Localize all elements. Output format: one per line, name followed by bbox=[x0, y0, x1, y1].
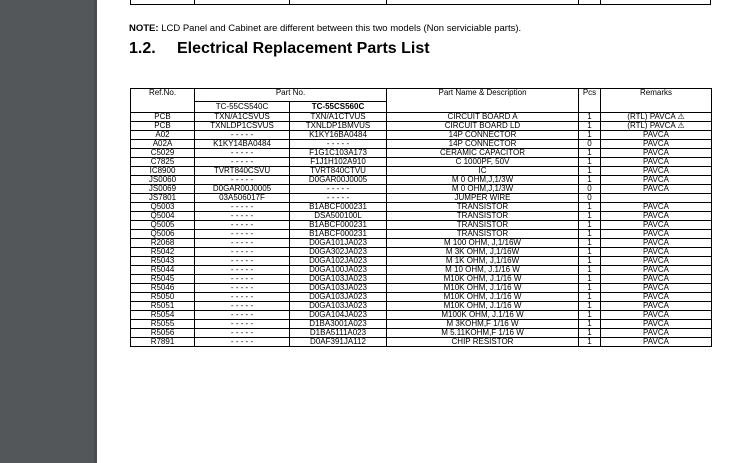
cell-remarks: PAVCA bbox=[601, 176, 712, 185]
cell-description: M 5.11KOHM,F 1/16 W bbox=[387, 329, 579, 338]
section-number: 1.2. bbox=[129, 40, 156, 57]
cell-pcs: 0 bbox=[579, 185, 601, 194]
cell-remarks: PAVCA bbox=[601, 302, 712, 311]
cell-part-model-b: D0GA103JA023 bbox=[290, 275, 387, 284]
cell-ref-no: R5044 bbox=[131, 266, 195, 275]
cell-description: M 100 OHM, J,1/16W bbox=[387, 239, 579, 248]
cell-remarks: PAVCA bbox=[601, 293, 712, 302]
cell-ref-no: JS0069 bbox=[131, 185, 195, 194]
note-text bbox=[129, 23, 521, 34]
cell-ref-no: Q5006 bbox=[131, 230, 195, 239]
cell-part-model-a: - - - - - bbox=[195, 230, 290, 239]
cell-description: TRANSISTOR bbox=[387, 230, 579, 239]
cell-ref-no: R5050 bbox=[131, 293, 195, 302]
header-model-b: TC-55CS560C bbox=[290, 101, 387, 112]
cell-part-model-b: D0GA104JA023 bbox=[290, 311, 387, 320]
cell-pcs: 1 bbox=[579, 203, 601, 212]
previous-table-fragment bbox=[130, 0, 711, 5]
cell-part-model-a: - - - - - bbox=[195, 311, 290, 320]
cell-description: CHIP RESISTOR bbox=[387, 338, 579, 347]
cell-remarks: PAVCA bbox=[601, 329, 712, 338]
cell-part-model-a: - - - - - bbox=[195, 257, 290, 266]
cell-ref-no: R5056 bbox=[131, 329, 195, 338]
table-row bbox=[131, 122, 712, 131]
cell-description: M 3K OHM, J,1/16W bbox=[387, 248, 579, 257]
cell-description: 14P CONNECTOR bbox=[387, 131, 579, 140]
table-row bbox=[131, 329, 712, 338]
header-model-a: TC-55CS540C bbox=[195, 101, 290, 112]
table-row bbox=[131, 284, 712, 293]
cell-ref-no: C7825 bbox=[131, 158, 195, 167]
cell-part-model-b: TXNLDP1BMVUS bbox=[290, 122, 387, 131]
cell-pcs: 1 bbox=[579, 167, 601, 176]
cell-part-model-b: - - - - - bbox=[290, 194, 387, 203]
cell-part-model-b: D0GA103JA023 bbox=[290, 302, 387, 311]
cell-remarks: PAVCA bbox=[601, 158, 712, 167]
table-row bbox=[131, 257, 712, 266]
cell-pcs: 1 bbox=[579, 293, 601, 302]
cell-pcs: 1 bbox=[579, 149, 601, 158]
table-row bbox=[131, 266, 712, 275]
section-heading bbox=[129, 40, 430, 58]
cell-remarks: PAVCA bbox=[601, 239, 712, 248]
table-row bbox=[131, 212, 712, 221]
cell-part-model-a: - - - - - bbox=[195, 293, 290, 302]
cell-remarks: PAVCA bbox=[601, 311, 712, 320]
cell-pcs: 1 bbox=[579, 320, 601, 329]
cell-part-model-a: D0GAR00J0005 bbox=[195, 185, 290, 194]
cell-part-model-a: - - - - - bbox=[195, 203, 290, 212]
cell-ref-no: R5043 bbox=[131, 257, 195, 266]
cell-pcs: 1 bbox=[579, 113, 601, 122]
cell-part-model-b: F1J1H102A910 bbox=[290, 158, 387, 167]
parts-table-body bbox=[131, 113, 712, 347]
cell-description: M100K OHM, J.1/16 W bbox=[387, 311, 579, 320]
cell-part-model-a: - - - - - bbox=[195, 275, 290, 284]
cell-pcs: 1 bbox=[579, 311, 601, 320]
cell-part-model-a: TXNLDP1CSVUS bbox=[195, 122, 290, 131]
cell-remarks: PAVCA bbox=[601, 131, 712, 140]
cell-part-model-b: D0GA100JA023 bbox=[290, 266, 387, 275]
cell-part-model-b: - - - - - bbox=[290, 185, 387, 194]
cell-ref-no: R5045 bbox=[131, 275, 195, 284]
cell-description: IC bbox=[387, 167, 579, 176]
cell-description: M10K OHM, J.1/16 W bbox=[387, 302, 579, 311]
cell-part-model-b: D1BA3001A023 bbox=[290, 320, 387, 329]
cell-remarks: PAVCA bbox=[601, 230, 712, 239]
cell-pcs: 1 bbox=[579, 230, 601, 239]
parts-table bbox=[130, 88, 712, 347]
cell-part-model-a: - - - - - bbox=[195, 248, 290, 257]
cell-part-model-b: TXN/A1CTVUS bbox=[290, 113, 387, 122]
table-row bbox=[131, 302, 712, 311]
table-row bbox=[131, 194, 712, 203]
cell-remarks bbox=[601, 194, 712, 203]
cell-part-model-a: - - - - - bbox=[195, 338, 290, 347]
cell-remarks: PAVCA bbox=[601, 266, 712, 275]
cell-part-model-b: B1ABCF000231 bbox=[290, 221, 387, 230]
cell-description: M 0 OHM,J,1/3W bbox=[387, 176, 579, 185]
note-body: LCD Panel and Cabinet are different between this two models (Non serviciable parts). bbox=[158, 23, 522, 34]
cell-ref-no: R5042 bbox=[131, 248, 195, 257]
cell-pcs: 1 bbox=[579, 239, 601, 248]
table-row bbox=[131, 167, 712, 176]
cell-remarks: PAVCA bbox=[601, 257, 712, 266]
cell-part-model-a: K1KY14BA0484 bbox=[195, 140, 290, 149]
cell-description: JUMPER WIRE bbox=[387, 194, 579, 203]
cell-remarks: PAVCA bbox=[601, 221, 712, 230]
cell-part-model-b: F1G1C103A173 bbox=[290, 149, 387, 158]
cell-description: M 0 OHM,J,1/3W bbox=[387, 185, 579, 194]
cell-part-model-b: TVRT840CTVU bbox=[290, 167, 387, 176]
cell-pcs: 1 bbox=[579, 248, 601, 257]
cell-ref-no: R7891 bbox=[131, 338, 195, 347]
cell-pcs: 1 bbox=[579, 338, 601, 347]
cell-part-model-b: D0GA103JA023 bbox=[290, 284, 387, 293]
table-row bbox=[131, 203, 712, 212]
cell-ref-no: IC8900 bbox=[131, 167, 195, 176]
cell-ref-no: R2068 bbox=[131, 239, 195, 248]
table-row bbox=[131, 230, 712, 239]
cell-part-model-a: - - - - - bbox=[195, 149, 290, 158]
cell-pcs: 1 bbox=[579, 284, 601, 293]
header-ref-no: Ref.No. bbox=[131, 89, 195, 113]
cell-part-model-a: - - - - - bbox=[195, 266, 290, 275]
cell-description: CIRCUIT BOARD LD bbox=[387, 122, 579, 131]
table-row bbox=[131, 221, 712, 230]
cell-part-model-a: - - - - - bbox=[195, 284, 290, 293]
cell-description: M 1K OHM, J,1/16W bbox=[387, 257, 579, 266]
cell-part-model-b: DSA500100L bbox=[290, 212, 387, 221]
header-remarks: Remarks bbox=[601, 89, 712, 113]
cell-pcs: 1 bbox=[579, 266, 601, 275]
cell-pcs: 0 bbox=[579, 194, 601, 203]
cell-pcs: 1 bbox=[579, 212, 601, 221]
cell-part-model-b: D0GAR00J0005 bbox=[290, 176, 387, 185]
cell-pcs: 1 bbox=[579, 122, 601, 131]
cell-ref-no: R5051 bbox=[131, 302, 195, 311]
cell-part-model-a: - - - - - bbox=[195, 320, 290, 329]
cell-part-model-a: - - - - - bbox=[195, 239, 290, 248]
cell-description: TRANSISTOR bbox=[387, 212, 579, 221]
cell-part-model-a: TVRT840CSVU bbox=[195, 167, 290, 176]
cell-ref-no: R5046 bbox=[131, 284, 195, 293]
cell-pcs: 1 bbox=[579, 221, 601, 230]
cell-part-model-b: D0AF391JA112 bbox=[290, 338, 387, 347]
cell-part-model-a: - - - - - bbox=[195, 302, 290, 311]
cell-part-model-b: - - - - - bbox=[290, 140, 387, 149]
cell-part-model-a: - - - - - bbox=[195, 212, 290, 221]
cell-remarks: PAVCA bbox=[601, 212, 712, 221]
cell-description: M10K OHM, J.1/16 W bbox=[387, 293, 579, 302]
cell-ref-no: R5054 bbox=[131, 311, 195, 320]
cell-part-model-b: D0GA103JA023 bbox=[290, 293, 387, 302]
cell-description: TRANSISTOR bbox=[387, 221, 579, 230]
cell-ref-no: R5055 bbox=[131, 320, 195, 329]
table-row bbox=[131, 293, 712, 302]
cell-part-model-a: - - - - - bbox=[195, 176, 290, 185]
table-row bbox=[131, 275, 712, 284]
cell-pcs: 1 bbox=[579, 329, 601, 338]
cell-part-model-a: - - - - - bbox=[195, 329, 290, 338]
cell-remarks: PAVCA bbox=[601, 140, 712, 149]
viewer-sidebar bbox=[0, 0, 97, 463]
cell-remarks: PAVCA bbox=[601, 338, 712, 347]
cell-description: M 10 OHM, J.1/16 W bbox=[387, 266, 579, 275]
table-row bbox=[131, 320, 712, 329]
table-row bbox=[131, 140, 712, 149]
cell-remarks: PAVCA bbox=[601, 149, 712, 158]
cell-remarks: PAVCA bbox=[601, 167, 712, 176]
note-label: NOTE: bbox=[129, 23, 159, 34]
cell-part-model-b: D0GA102JA023 bbox=[290, 257, 387, 266]
table-row bbox=[131, 311, 712, 320]
cell-part-model-b: D1BA5111A023 bbox=[290, 329, 387, 338]
cell-remarks: PAVCA bbox=[601, 275, 712, 284]
cell-description: CERAMIC CAPACITOR bbox=[387, 149, 579, 158]
table-row bbox=[131, 338, 712, 347]
cell-ref-no: A02A bbox=[131, 140, 195, 149]
cell-ref-no: PCB bbox=[131, 113, 195, 122]
cell-description: 14P CONNECTOR bbox=[387, 140, 579, 149]
header-part-no: Part No. bbox=[195, 89, 387, 102]
table-row bbox=[131, 158, 712, 167]
cell-remarks: PAVCA bbox=[601, 320, 712, 329]
table-row bbox=[131, 149, 712, 158]
cell-remarks: (RTL) PAVCA ⚠ bbox=[601, 122, 712, 131]
cell-ref-no: Q5005 bbox=[131, 221, 195, 230]
cell-pcs: 1 bbox=[579, 302, 601, 311]
cell-description: C 1000PF, 50V bbox=[387, 158, 579, 167]
cell-part-model-b: K1KY16BA0484 bbox=[290, 131, 387, 140]
cell-remarks: PAVCA bbox=[601, 284, 712, 293]
cell-description: M10K OHM, J.1/16 W bbox=[387, 284, 579, 293]
table-row bbox=[131, 239, 712, 248]
header-description: Part Name & Description bbox=[387, 89, 579, 113]
cell-pcs: 1 bbox=[579, 257, 601, 266]
cell-pcs: 1 bbox=[579, 176, 601, 185]
cell-part-model-b: B1ABCF000231 bbox=[290, 203, 387, 212]
cell-description: M 3KOHM,F 1/16 W bbox=[387, 320, 579, 329]
table-row bbox=[131, 113, 712, 122]
header-pcs: Pcs bbox=[579, 89, 601, 113]
cell-remarks: PAVCA bbox=[601, 248, 712, 257]
cell-ref-no: JS0060 bbox=[131, 176, 195, 185]
cell-description: M10K OHM, J.1/16 W bbox=[387, 275, 579, 284]
section-title: Electrical Replacement Parts List bbox=[177, 40, 430, 57]
table-row bbox=[131, 185, 712, 194]
cell-part-model-a: TXN/A1CSVUS bbox=[195, 113, 290, 122]
cell-part-model-b: D0GA302JA023 bbox=[290, 248, 387, 257]
cell-part-model-b: D0GA101JA023 bbox=[290, 239, 387, 248]
cell-ref-no: PCB bbox=[131, 122, 195, 131]
cell-part-model-b: B1ABCF000231 bbox=[290, 230, 387, 239]
table-row bbox=[131, 248, 712, 257]
table-row bbox=[131, 131, 712, 140]
cell-remarks: (RTL) PAVCA ⚠ bbox=[601, 113, 712, 122]
cell-part-model-a: - - - - - bbox=[195, 221, 290, 230]
cell-description: CIRCUIT BOARD A bbox=[387, 113, 579, 122]
cell-ref-no: Q5003 bbox=[131, 203, 195, 212]
cell-ref-no: A02 bbox=[131, 131, 195, 140]
cell-part-model-a: - - - - - bbox=[195, 131, 290, 140]
cell-pcs: 1 bbox=[579, 275, 601, 284]
cell-ref-no: C5029 bbox=[131, 149, 195, 158]
cell-part-model-a: - - - - - bbox=[195, 158, 290, 167]
table-row bbox=[131, 176, 712, 185]
cell-pcs: 1 bbox=[579, 131, 601, 140]
cell-ref-no: Q5004 bbox=[131, 212, 195, 221]
cell-part-model-a: 03A506017F bbox=[195, 194, 290, 203]
cell-pcs: 0 bbox=[579, 140, 601, 149]
cell-pcs: 1 bbox=[579, 158, 601, 167]
cell-remarks: PAVCA bbox=[601, 185, 712, 194]
cell-description: TRANSISTOR bbox=[387, 203, 579, 212]
cell-remarks: PAVCA bbox=[601, 203, 712, 212]
cell-ref-no: JS7801 bbox=[131, 194, 195, 203]
